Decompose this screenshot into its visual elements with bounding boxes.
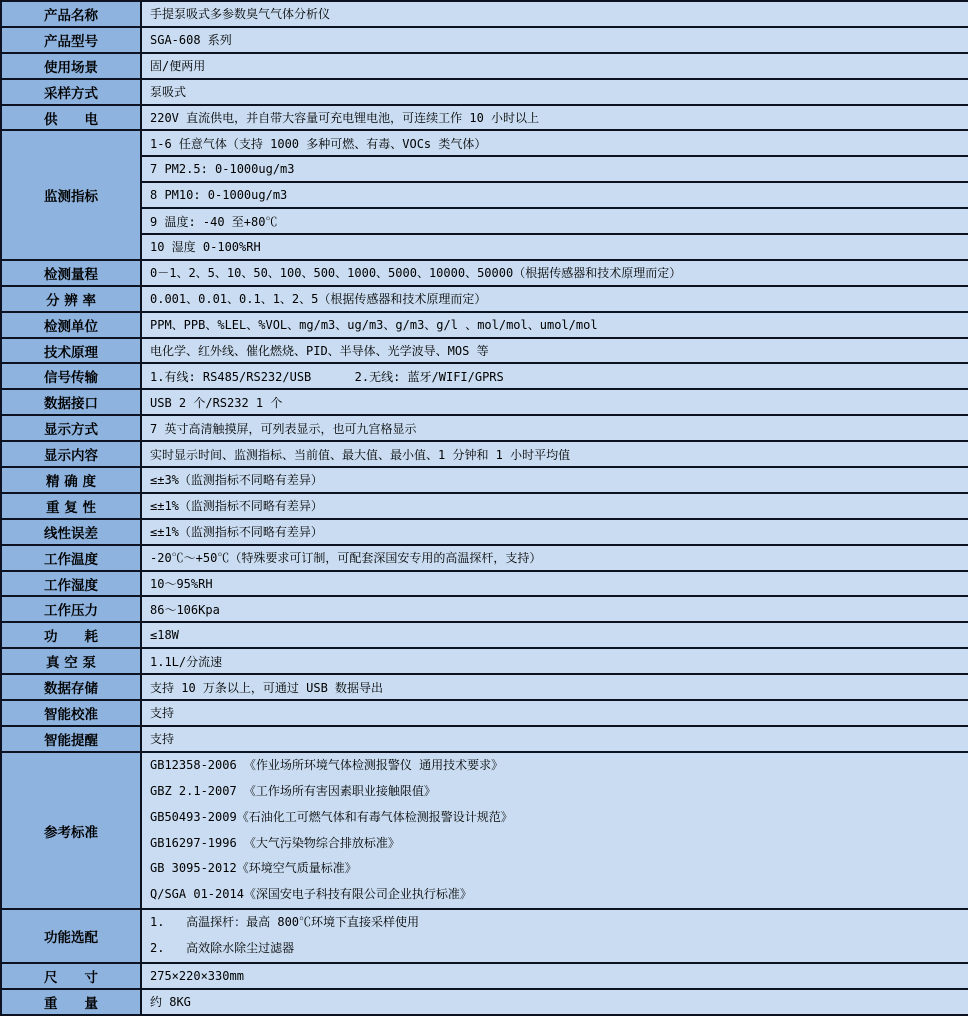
spec-row-label: 检测量程 <box>1 260 141 286</box>
spec-row-value: 0－1、2、5、10、50、100、500、1000、5000、10000、50000（根据传感器和技术原理而定） <box>141 260 968 286</box>
table-row <box>1 989 968 1015</box>
spec-row-value: USB 2 个/RS232 1 个 <box>141 389 968 415</box>
spec-row-value: 约 8KG <box>141 989 968 1015</box>
table-row <box>1 182 968 208</box>
spec-row-label: 采样方式 <box>1 79 141 105</box>
table-row <box>1 286 968 312</box>
spec-row-value: 手提泵吸式多参数臭气气体分析仪 <box>141 1 968 27</box>
table-row <box>1 648 968 674</box>
spec-row-value: 275×220×330mm <box>141 963 968 989</box>
spec-row-value: 10～95%RH <box>141 571 968 597</box>
table-row <box>1 909 968 963</box>
spec-row-label: 重 量 <box>1 989 141 1015</box>
spec-row-label: 数据存储 <box>1 674 141 700</box>
table-row <box>1 467 968 493</box>
table-row <box>1 130 968 156</box>
spec-row-value: 1.有线: RS485/RS232/USB 2.无线: 蓝牙/WIFI/GPRS <box>141 363 968 389</box>
spec-value-line: 1. 高温探杆：最高 800℃环境下直接采样使用 <box>150 915 420 930</box>
table-row <box>1 260 968 286</box>
table-row <box>1 53 968 79</box>
spec-row-label: 技术原理 <box>1 338 141 364</box>
spec-row-label: 显示内容 <box>1 441 141 467</box>
spec-row-value: 泵吸式 <box>141 79 968 105</box>
spec-row-value: PPM、PPB、%LEL、%VOL、mg/m3、ug/m3、g/m3、g/l 、mol/mol、umol/mol <box>141 312 968 338</box>
spec-row-label: 产品型号 <box>1 27 141 53</box>
spec-row-label: 工作压力 <box>1 596 141 622</box>
spec-row-value: ≤18W <box>141 622 968 648</box>
spec-row-label: 智能校准 <box>1 700 141 726</box>
spec-row-value: 10 湿度 0-100%RH <box>141 234 968 260</box>
table-row <box>1 79 968 105</box>
spec-value-line: GB50493-2009《石油化工可燃气体和有毒气体检测报警设计规范》 <box>150 809 513 824</box>
spec-row-value: 固/便两用 <box>141 53 968 79</box>
spec-row-value: SGA-608 系列 <box>141 27 968 53</box>
table-row <box>1 545 968 571</box>
spec-row-value <box>141 909 968 963</box>
table-row <box>1 27 968 53</box>
spec-value-line: GB16297-1996 《大气污染物综合排放标准》 <box>150 835 400 850</box>
spec-row-label: 工作温度 <box>1 545 141 571</box>
spec-row-label: 使用场景 <box>1 53 141 79</box>
table-row <box>1 312 968 338</box>
spec-row-label: 功能选配 <box>1 909 141 963</box>
spec-row-label: 参考标准 <box>1 752 141 909</box>
spec-row-label: 显示方式 <box>1 415 141 441</box>
spec-row-value: 86～106Kpa <box>141 596 968 622</box>
spec-row-value: -20℃～+50℃（特殊要求可订制，可配套深国安专用的高温探杆，支持） <box>141 545 968 571</box>
spec-row-value: 8 PM10: 0-1000ug/m3 <box>141 182 968 208</box>
spec-row-label: 产品名称 <box>1 1 141 27</box>
spec-value-line: GBZ 2.1-2007 《工作场所有害因素职业接触限值》 <box>150 783 436 798</box>
spec-row-value: 7 英寸高清触摸屏，可列表显示，也可九宫格显示 <box>141 415 968 441</box>
spec-row-value: ≤±1%（监测指标不同略有差异） <box>141 519 968 545</box>
table-row <box>1 363 968 389</box>
spec-row-label: 监测指标 <box>1 130 141 259</box>
table-row <box>1 415 968 441</box>
table-row <box>1 105 968 131</box>
spec-row-label: 尺 寸 <box>1 963 141 989</box>
table-row <box>1 389 968 415</box>
table-row <box>1 441 968 467</box>
spec-row-label: 供 电 <box>1 105 141 131</box>
spec-row-label: 检测单位 <box>1 312 141 338</box>
spec-row-label: 数据接口 <box>1 389 141 415</box>
table-row <box>1 234 968 260</box>
spec-row-label: 信号传输 <box>1 363 141 389</box>
table-row <box>1 156 968 182</box>
table-row <box>1 752 968 909</box>
spec-row-value: 0.001、0.01、0.1、1、2、5（根据传感器和技术原理而定） <box>141 286 968 312</box>
spec-row-label: 功 耗 <box>1 622 141 648</box>
spec-row-label: 工作湿度 <box>1 571 141 597</box>
spec-row-value: 1.1L/分流速 <box>141 648 968 674</box>
spec-row-value: 1-6 任意气体（支持 1000 多种可燃、有毒、VOCs 类气体） <box>141 130 968 156</box>
spec-table-body <box>1 1 968 1015</box>
spec-row-value <box>141 752 968 909</box>
spec-row-label: 分 辨 率 <box>1 286 141 312</box>
spec-row-value: 实时显示时间、监测指标、当前值、最大值、最小值、1 分钟和 1 小时平均值 <box>141 441 968 467</box>
table-row <box>1 700 968 726</box>
spec-row-label: 重 复 性 <box>1 493 141 519</box>
spec-value-line: Q/SGA 01-2014《深国安电子科技有限公司企业执行标准》 <box>150 887 472 902</box>
spec-row-value: 7 PM2.5: 0-1000ug/m3 <box>141 156 968 182</box>
spec-row-label: 精 确 度 <box>1 467 141 493</box>
table-row <box>1 519 968 545</box>
table-row <box>1 596 968 622</box>
table-row <box>1 622 968 648</box>
spec-value-line: GB 3095-2012《环境空气质量标准》 <box>150 861 357 876</box>
spec-value-line: 2. 高效除水除尘过滤器 <box>150 941 295 956</box>
table-row <box>1 571 968 597</box>
spec-row-value: 9 温度: -40 至+80℃ <box>141 208 968 234</box>
spec-row-value: 支持 10 万条以上，可通过 USB 数据导出 <box>141 674 968 700</box>
spec-row-value: 支持 <box>141 726 968 752</box>
table-row <box>1 493 968 519</box>
spec-row-value: ≤±1%（监测指标不同略有差异） <box>141 493 968 519</box>
spec-value-line: GB12358-2006 《作业场所环境气体检测报警仪 通用技术要求》 <box>150 757 504 772</box>
table-row <box>1 726 968 752</box>
spec-row-label: 线性误差 <box>1 519 141 545</box>
table-row <box>1 208 968 234</box>
spec-row-value: 电化学、红外线、催化燃烧、PID、半导体、光学波导、MOS 等 <box>141 338 968 364</box>
table-row <box>1 1 968 27</box>
spec-row-label: 真 空 泵 <box>1 648 141 674</box>
table-row <box>1 674 968 700</box>
spec-row-label: 智能提醒 <box>1 726 141 752</box>
spec-row-value: 支持 <box>141 700 968 726</box>
table-row <box>1 963 968 989</box>
spec-row-value: ≤±3%（监测指标不同略有差异） <box>141 467 968 493</box>
spec-row-value: 220V 直流供电，并自带大容量可充电锂电池，可连续工作 10 小时以上 <box>141 105 968 131</box>
table-row <box>1 338 968 364</box>
